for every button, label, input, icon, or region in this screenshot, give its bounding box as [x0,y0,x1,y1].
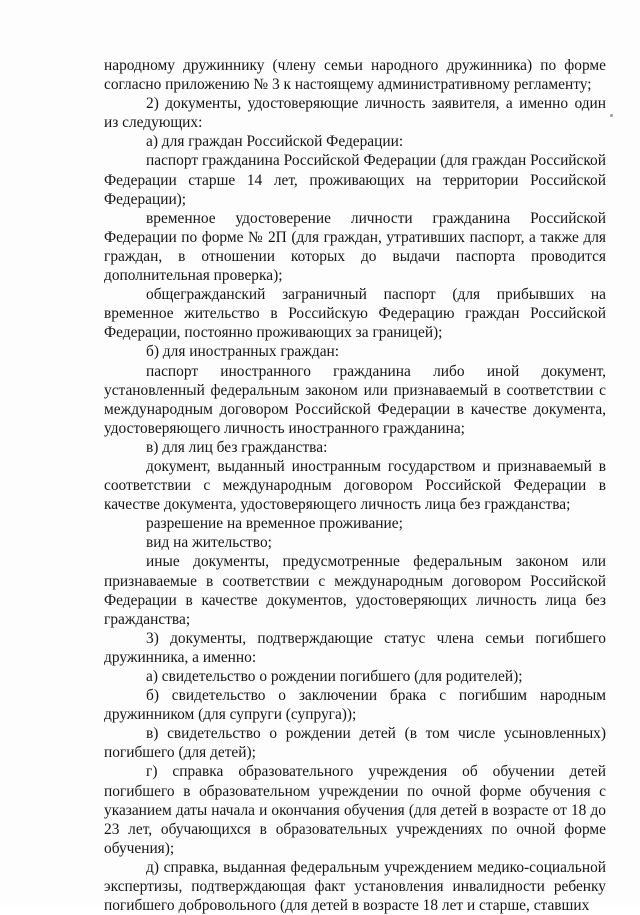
paragraph: г) справка образовательного учреждения об обучении детей погибшего в образовательном учреждении по очной форме обучения с указанием даты начала и окончания обучения (для детей в возрасте от 18 до 23 лет, обучающихся в образовательных учреждениях по очной форме обучения); [104,763,606,857]
paragraph: разрешение на временное проживание; [146,515,403,533]
paragraph: в) для лиц без гражданства: [146,438,328,456]
paragraph: 2) документы, удостоверяющие личность заявителя, а именно один из следующих: [104,95,606,132]
paragraph: иные документы, предусмотренные федеральным законом или признаваемые в соответствии с международным договором Российской Федерации в качестве документов, удостоверяющих личность лица без гражданства; [104,553,606,628]
paragraph: вид на жительство; [146,534,272,552]
document-body [104,56,606,915]
paragraph: д) справка, выданная федеральным учреждением медико-социальной экспертизы, подтверждающая факт установления инвалидности ребенку погибшего добровольного (для детей в возрасте 18 лет и старше, ставших [104,858,606,915]
paragraph: б) свидетельство о заключении брака с погибшим народным дружинником (для супруги (супруга)); [104,687,606,724]
paragraph: паспорт иностранного гражданина либо иной документ, установленный федеральным законом или признаваемый в соответствии с международным договором Российской Федерации в качестве документа, удостоверяющего личность иностранного гражданина; [104,362,606,437]
paragraph: 3) документы, подтверждающие статус члена семьи погибшего дружинника, а именно: [104,629,606,666]
paragraph: паспорт гражданина Российской Федерации (для граждан Российской Федерации старше 14 лет, проживающих на территории Российской Федерации); [104,152,606,208]
paragraph: а) свидетельство о рождении погибшего (для родителей); [146,668,523,685]
paragraph: временное удостоверение личности гражданина Российской Федерации по форме № 2П (для граждан, утративших паспорт, а также для граждан, в отношении которых до выдачи паспорта проводится дополнительная проверка); [104,209,606,285]
paragraph: документ, выданный иностранным государством и признаваемый в соответствии с международным договором Российской Федерации в качестве документа, удостоверяющего личность лица без гражданства; [104,457,606,514]
scan-speck [610,114,613,117]
paragraph: общегражданский заграничный паспорт (для прибывших на временное жительство в Российскую Федерацию граждан Российской Федерации, постоянно проживающих за границей); [104,286,606,342]
paragraph: б) для иностранных граждан: [146,343,340,361]
paragraph: в) свидетельство о рождении детей (в том числе усыновленных) погибшего (для детей); [104,725,606,762]
paragraph: а) для граждан Российской Федерации: [146,133,404,151]
paragraph: народному дружиннику (члену семьи народного дружинника) по форме согласно приложению № 3 к настоящему административному регламенту; [104,57,606,94]
